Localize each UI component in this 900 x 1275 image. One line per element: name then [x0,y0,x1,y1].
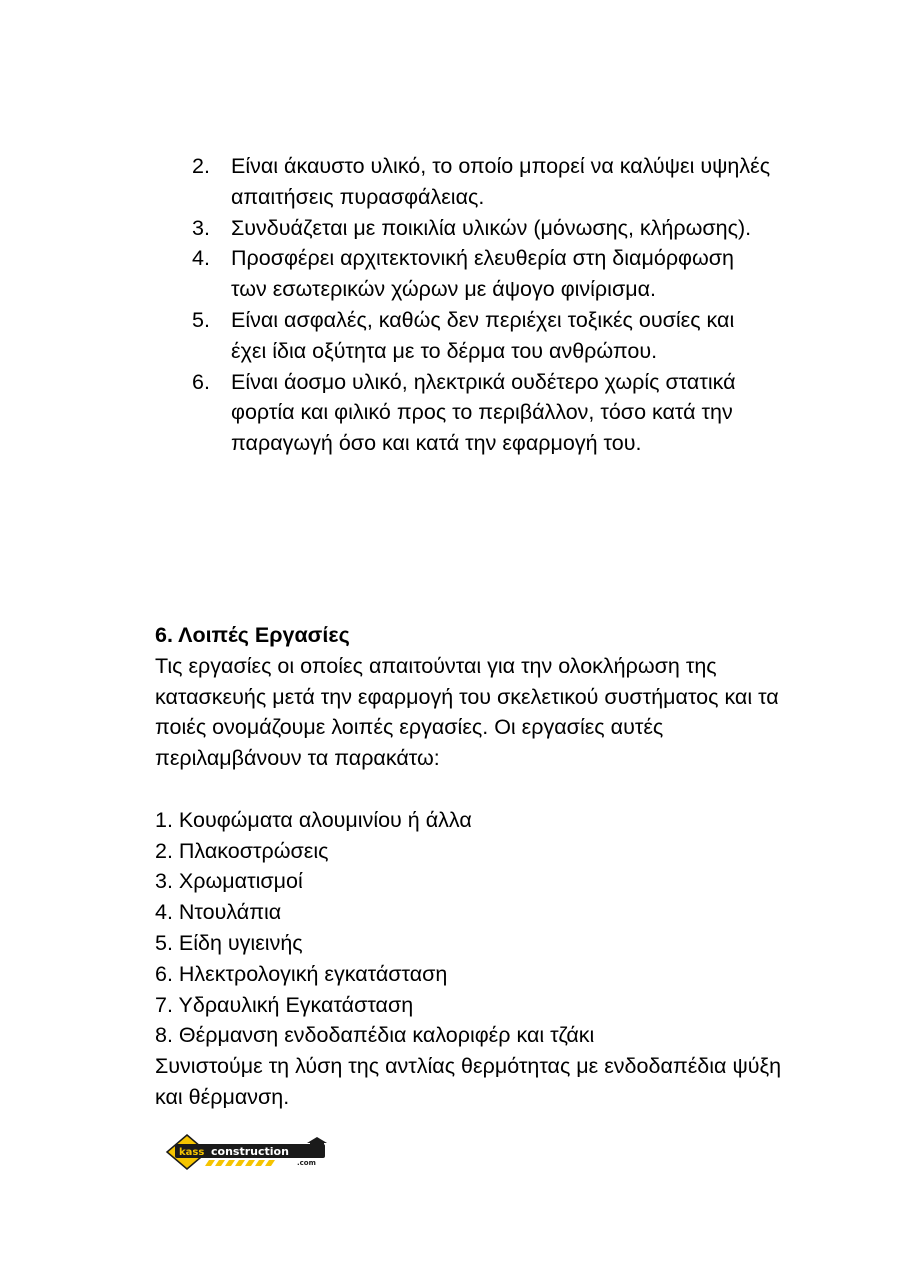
list-item-number: 4. [192,246,210,271]
list-item-number: 2. [192,154,210,178]
spacer [155,774,795,805]
list-item-text: Είναι ασφαλές, καθώς δεν περιέχει τοξικές ουσίες και έχει ίδια οξύτητα με το δέρμα του ανθρώπου. [231,307,735,363]
list-item-number: 5. [192,307,210,332]
logo-domain: .com [297,1159,316,1167]
company-logo [165,1133,335,1171]
list-item-text: Προσφέρει αρχιτεκτονική ελευθερία στη διαμόρφωση των εσωτερικών χώρων με άψογο φινίρισμα. [231,246,735,302]
section-title: 6. Λοιπές Εργασίες [155,623,350,647]
works-list-item: 2. Πλακοστρώσεις [155,838,329,863]
works-list-item: 7. Υδραυλική Εγκατάσταση [155,992,414,1017]
works-list-item: 3. Χρωματισμοί [155,869,303,894]
works-list-item: 8. Θέρμανση ενδοδαπέδια καλοριφέρ και τζάκι [155,1023,595,1048]
logo-brand-left: kass [179,1147,205,1158]
closing-recommendation: Συνιστούμε τη λύση της αντλίας θερμότητας με ενδοδαπέδια ψύξη και θέρμανση. [155,1054,782,1109]
numbered-list [192,151,772,459]
works-list [155,805,795,1051]
list-item [192,367,772,459]
list-item [192,305,772,367]
house-icon [307,1137,327,1147]
works-list-item: 6. Ηλεκτρολογική εγκατάσταση [155,961,448,986]
works-list-item: 4. Ντουλάπια [155,900,282,925]
logo-brand-right: construction [211,1145,289,1158]
section-other-works [155,620,795,1113]
list-item-text: Συνδυάζεται με ποικιλία υλικών (μόνωσης, κλήρωσης). [231,215,752,240]
list-item [192,213,772,244]
list-item-text: Είναι άκαυστο υλικό, το οποίο μπορεί να καλύψει υψηλές απαιτήσεις πυρασφάλειας. [231,154,771,209]
works-list-item: 5. Είδη υγιεινής [155,930,303,955]
section-intro: Τις εργασίες οι οποίες απαιτούνται για την ολοκλήρωση της κατασκευής μετά την εφαρμογή του σκελετικού συστήματος και τα ποιές ονομάζουμε λοιπές εργασίες. Οι εργασίες αυτές περιλαμβάνουν τα παρακάτω: [155,653,779,771]
list-item [192,151,772,213]
logo-hazard-stripes [205,1160,275,1166]
list-item-text: Είναι άοσμο υλικό, ηλεκτρικά ουδέτερο χωρίς στατικά φορτία και φιλικό προς το περιβάλλον, τόσο κατά την παραγωγή όσο και κατά την εφαρμογή του. [231,369,736,456]
list-item-number: 3. [192,215,210,240]
list-item-number: 6. [192,369,210,394]
works-list-item: 1. Κουφώματα αλουμινίου ή άλλα [155,807,472,832]
list-item [192,243,772,305]
